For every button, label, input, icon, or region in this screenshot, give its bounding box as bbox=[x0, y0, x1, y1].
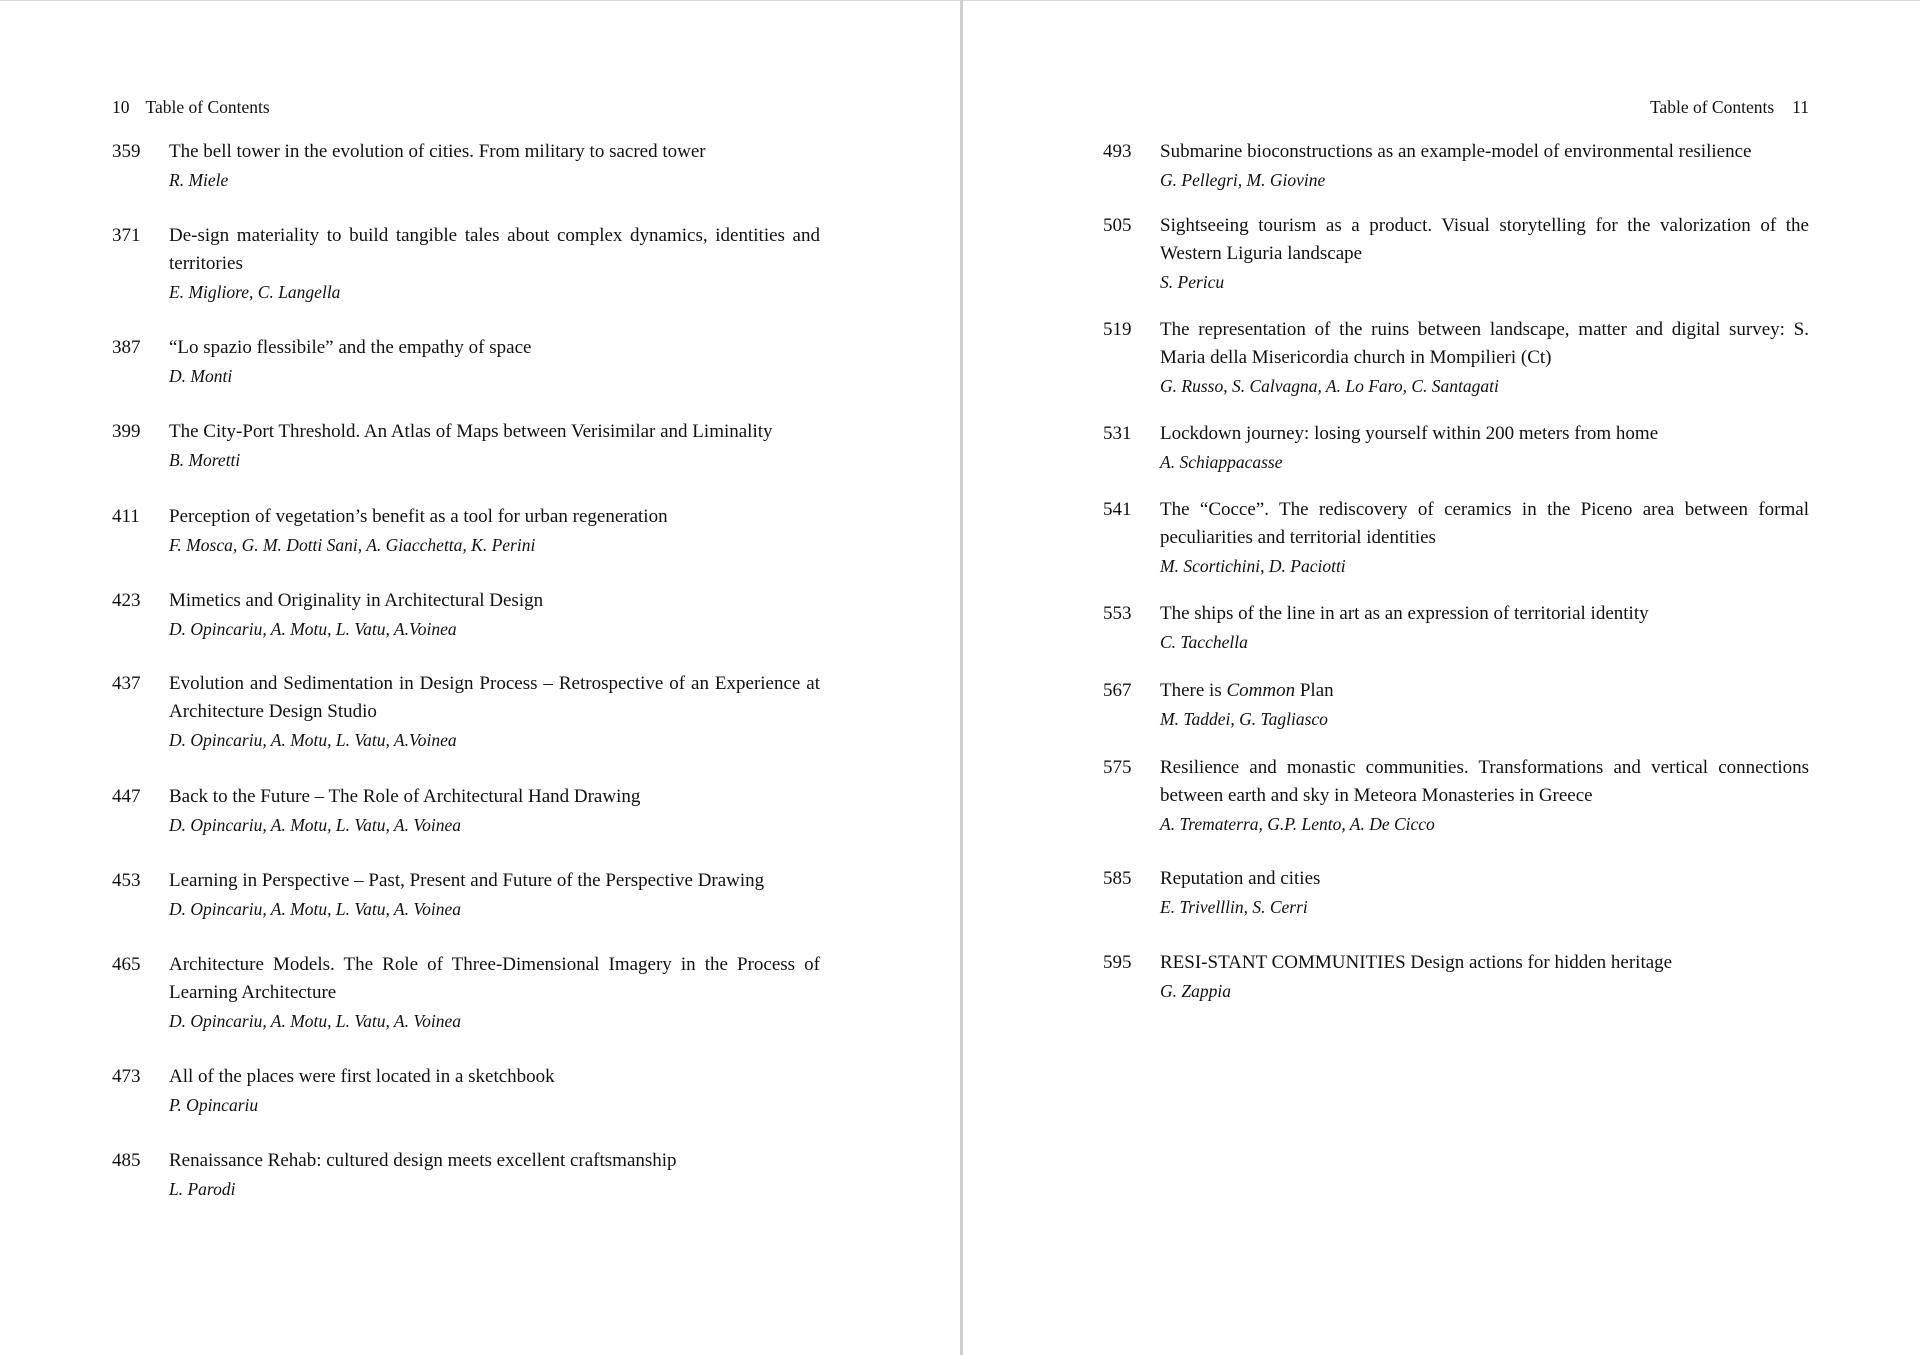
entry-page-number: 553 bbox=[1103, 603, 1132, 624]
entry-authors: P. Opincariu bbox=[169, 1095, 259, 1115]
entry-page-number: 437 bbox=[112, 673, 141, 694]
toc-entry[interactable] bbox=[1103, 865, 1809, 921]
entry-title: Reputation and cities bbox=[1160, 868, 1321, 889]
entry-page-number: 465 bbox=[112, 954, 141, 975]
toc-entry[interactable] bbox=[112, 951, 820, 1035]
entry-authors: M. Taddei, G. Tagliasco bbox=[1160, 709, 1328, 729]
toc-entry[interactable] bbox=[1103, 754, 1809, 838]
toc-entry[interactable] bbox=[112, 418, 820, 474]
entry-page-number: 541 bbox=[1103, 499, 1132, 520]
toc-entry[interactable] bbox=[1103, 212, 1809, 296]
toc-entry[interactable] bbox=[1103, 420, 1809, 476]
running-head-title: Table of Contents bbox=[145, 97, 270, 117]
entry-title: Mimetics and Originality in Architectural Design bbox=[169, 590, 544, 611]
toc-entry[interactable] bbox=[1103, 600, 1809, 656]
entry-page-number: 505 bbox=[1103, 215, 1132, 236]
entry-title: “Lo spazio flessibile” and the empathy of space bbox=[169, 337, 532, 358]
entry-page-number: 447 bbox=[112, 786, 141, 807]
left-running-head bbox=[112, 96, 270, 118]
entry-title: Perception of vegetation’s benefit as a tool for urban regeneration bbox=[169, 506, 668, 527]
entry-title: Evolution and Sedimentation in Design Process – Retrospective of an Experience at Architecture Design Studio bbox=[169, 673, 820, 722]
entry-authors: L. Parodi bbox=[169, 1179, 236, 1199]
entry-authors: R. Miele bbox=[169, 170, 229, 190]
entry-page-number: 519 bbox=[1103, 319, 1132, 340]
toc-entry[interactable] bbox=[112, 334, 820, 390]
entry-page-number: 493 bbox=[1103, 141, 1132, 162]
toc-entry[interactable] bbox=[112, 783, 820, 839]
entry-page-number: 473 bbox=[112, 1066, 141, 1087]
entry-title: RESI-STANT COMMUNITIES Design actions for hidden heritage bbox=[1160, 952, 1673, 973]
right-page bbox=[963, 0, 1920, 1355]
entry-page-number: 411 bbox=[112, 506, 140, 527]
toc-entry[interactable] bbox=[1103, 949, 1809, 1005]
entry-authors: F. Mosca, G. M. Dotti Sani, A. Giacchetta, K. Perini bbox=[169, 535, 536, 555]
entry-authors: D. Opincariu, A. Motu, L. Vatu, A.Voinea bbox=[169, 730, 457, 750]
page-number: 11 bbox=[1792, 97, 1809, 117]
toc-entry[interactable] bbox=[112, 1063, 820, 1119]
toc-entry[interactable] bbox=[1103, 138, 1809, 194]
toc-entry[interactable] bbox=[112, 1147, 820, 1203]
entry-page-number: 423 bbox=[112, 590, 141, 611]
entry-title-text: Plan bbox=[1295, 680, 1334, 701]
entry-authors: G. Russo, S. Calvagna, A. Lo Faro, C. Santagati bbox=[1160, 376, 1499, 396]
entry-authors: A. Trematerra, G.P. Lento, A. De Cicco bbox=[1160, 814, 1435, 834]
entry-title-text: There is bbox=[1160, 680, 1227, 701]
entry-authors: G. Pellegri, M. Giovine bbox=[1160, 170, 1326, 190]
entry-authors: M. Scortichini, D. Paciotti bbox=[1160, 556, 1346, 576]
entry-page-number: 595 bbox=[1103, 952, 1132, 973]
entry-page-number: 485 bbox=[112, 1150, 141, 1171]
entry-title: Resilience and monastic communities. Transformations and vertical connections between earth and sky in Meteora Monasteries in Greece bbox=[1160, 757, 1809, 806]
page-number: 10 bbox=[112, 97, 130, 117]
entry-title-emphasis: Common bbox=[1226, 680, 1296, 701]
entry-title: The City-Port Threshold. An Atlas of Maps between Verisimilar and Liminality bbox=[169, 421, 773, 442]
toc-entry[interactable] bbox=[112, 867, 820, 923]
entry-title: Learning in Perspective – Past, Present and Future of the Perspective Drawing bbox=[169, 870, 765, 891]
running-head-title: Table of Contents bbox=[1649, 97, 1775, 117]
toc-entry[interactable] bbox=[1103, 496, 1809, 580]
entry-title: The representation of the ruins between landscape, matter and digital survey: S. Maria della Misericordia church in Mompilieri (Ct) bbox=[1160, 319, 1809, 368]
entry-title: Submarine bioconstructions as an example-model of environmental resilience bbox=[1160, 141, 1752, 162]
entry-authors: A. Schiappacasse bbox=[1160, 452, 1283, 472]
toc-entry[interactable] bbox=[112, 503, 820, 559]
entry-page-number: 567 bbox=[1103, 680, 1132, 701]
entry-authors: E. Migliore, C. Langella bbox=[169, 282, 341, 302]
toc-entry[interactable] bbox=[112, 670, 820, 754]
entry-authors: D. Opincariu, A. Motu, L. Vatu, A. Voinea bbox=[169, 1011, 461, 1031]
entry-page-number: 371 bbox=[112, 225, 141, 246]
entry-authors: D. Opincariu, A. Motu, L. Vatu, A.Voinea bbox=[169, 619, 457, 639]
toc-entry[interactable] bbox=[112, 138, 820, 194]
entry-authors: D. Opincariu, A. Motu, L. Vatu, A. Voinea bbox=[169, 815, 461, 835]
entry-title: All of the places were first located in a sketchbook bbox=[169, 1066, 555, 1087]
entry-page-number: 359 bbox=[112, 141, 141, 162]
entry-authors: C. Tacchella bbox=[1160, 632, 1248, 652]
entry-authors: G. Zappia bbox=[1160, 981, 1231, 1001]
entry-title bbox=[1160, 677, 1809, 705]
entry-title: Back to the Future – The Role of Architectural Hand Drawing bbox=[169, 786, 641, 807]
toc-entry[interactable] bbox=[1103, 677, 1809, 733]
entry-page-number: 387 bbox=[112, 337, 141, 358]
toc-entry[interactable] bbox=[112, 222, 820, 306]
entry-page-number: 575 bbox=[1103, 757, 1132, 778]
entry-page-number: 585 bbox=[1103, 868, 1132, 889]
entry-title: Architecture Models. The Role of Three-Dimensional Imagery in the Process of Learning Architecture bbox=[169, 954, 820, 1003]
entry-title: The ships of the line in art as an expression of territorial identity bbox=[1160, 603, 1649, 624]
left-page bbox=[0, 0, 958, 1355]
entry-authors: D. Monti bbox=[169, 366, 233, 386]
right-running-head bbox=[1650, 96, 1809, 118]
entry-title: Lockdown journey: losing yourself within 200 meters from home bbox=[1160, 423, 1659, 444]
entry-page-number: 531 bbox=[1103, 423, 1132, 444]
entry-title: De-sign materiality to build tangible tales about complex dynamics, identities and territories bbox=[169, 225, 820, 274]
entry-title: Sightseeing tourism as a product. Visual storytelling for the valorization of the Western Liguria landscape bbox=[1160, 215, 1809, 264]
entry-authors: D. Opincariu, A. Motu, L. Vatu, A. Voinea bbox=[169, 899, 461, 919]
entry-title: Renaissance Rehab: cultured design meets excellent craftsmanship bbox=[169, 1150, 677, 1171]
entry-title: The “Cocce”. The rediscovery of ceramics in the Piceno area between formal peculiarities and territorial identities bbox=[1160, 499, 1809, 548]
entry-page-number: 399 bbox=[112, 421, 141, 442]
entry-title: The bell tower in the evolution of cities. From military to sacred tower bbox=[169, 141, 706, 162]
entry-page-number: 453 bbox=[112, 870, 141, 891]
toc-entry[interactable] bbox=[112, 587, 820, 643]
entry-authors: S. Pericu bbox=[1160, 272, 1225, 292]
entry-authors: B. Moretti bbox=[169, 450, 241, 470]
toc-entry[interactable] bbox=[1103, 316, 1809, 400]
entry-authors: E. Trivelllin, S. Cerri bbox=[1160, 897, 1308, 917]
